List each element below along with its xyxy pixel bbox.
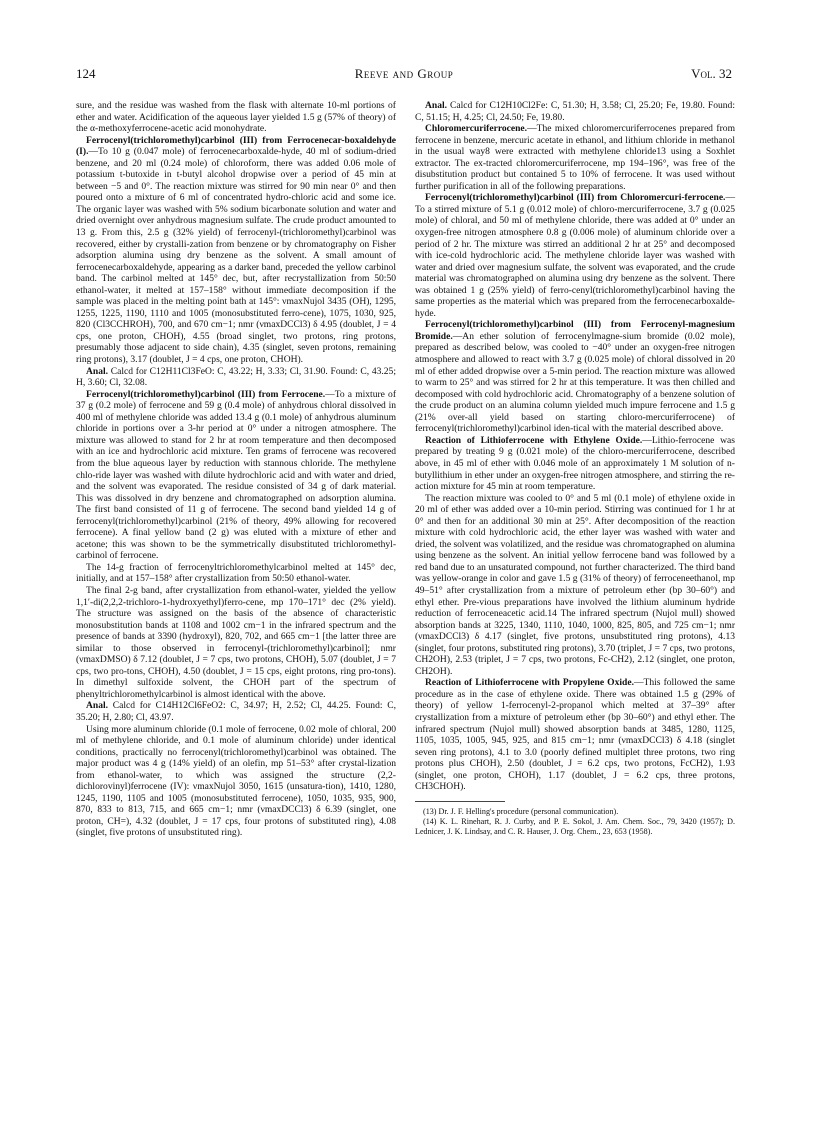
paragraph-text: —This followed the same procedure as in the case of ethylene oxide. There was obtained 1.5 g (29% of theory) of yellow 1-ferrocenyl-2-propanol which melted at 37–39° after crystallization from a mixture of petroleum ether (bp 30–60°) and ethyl ether. The infrared spectrum (Nujol mull) showed absorption bands at 3485, 1280, 1125, 1105, 1035, 1005, 945, 925, and 815 cm−1; nmr (νmaxDCCl3) δ 4.18 (singlet seven ring protons), 4.1 to 3.0 (poorly defined multiplet three protons, two ring protons plus CHOH), 2.50 (doublet, J = 6.2 cps, two protons, FcCH2), 1.93 (singlet, one proton, CHOH), 1.17 (doublet, J = 6.2 cps, three protons, CH3CHOH). bbox=[415, 677, 735, 793]
paragraph-heading: Ferrocenyl(trichloromethyl)carbinol (III) from Ferrocenecar-boxaldehyde (I). bbox=[76, 134, 396, 158]
right-column-wrapper bbox=[415, 100, 735, 837]
running-title: Reeve and Group bbox=[354, 66, 454, 81]
footnote: (14) K. L. Rinehart, R. J. Curby, and P. E. Sokol, J. Am. Chem. Soc., 79, 3420 (1957); D. Lednicer, J. K. Lindsay, and C. R. Hauser, J. Org. Chem., 23, 653 (1958). bbox=[415, 816, 735, 836]
paragraph-text: The final 2-g band, after crystallization from ethanol-water, yielded the yellow 1,1′-di(2,2,2-trichloro-1-hydroxyethyl)ferro-cene, mp 170–171° dec (2% yield). The structure was assigned on the basis of the absence of characteristic monosubstitution bands at 1108 and 1002 cm−1 in the infrared spectrum and the presence of bands at 3390 (hydroxyl), 820, 702, and 665 cm−1 [the latter three are similar to those observed in ferrocenyl-(trichloromethyl)carbinol]; nmr (νmaxDMSO) δ 7.12 (doublet, J = 7 cps, two protons, CHOH), 5.07 (doublet, J = 7 cps, two pro-tons, CHOH), 4.50 (doublet, J = 15 cps, eight protons, ring pro-tons). In dimethyl sulfoxide solvent, the CHOH part of the spectrum of phenyltrichloromethylcarbinol is almost identical with the above. bbox=[76, 584, 396, 700]
footnotes bbox=[415, 807, 735, 837]
paragraph-heading: Ferrocenyl(trichloromethyl)carbinol (III) from Ferrocene. bbox=[86, 388, 326, 400]
paragraph bbox=[76, 724, 396, 839]
paragraph-text: —To 10 g (0.047 mole) of ferrocenecarboxalde-hyde, 40 ml of sodium-dried benzene, and 20 ml (0.24 mole) of chloroform, there was added 0.06 mole of potassium t-butoxide in t-butyl alcohol dropwise over a period of 45 min at between −5 and 0°. The reaction mixture was stirred for 90 min near 0° and then poured onto a mixture of 6 ml of concentrated hydro-chloric acid and some ice. The organic layer was washed with 5% sodium bicarbonate solution and water and dried overnight over anhydrous magnesium sulfate. The crude product amounted to 13 g. From this, 2.5 g (32% yield) of ferrocenyl-(trichloromethyl)carbinol was recovered, either by crystalli-zation from benzene or by chromatography on Fisher adsorption alumina using dry benzene as the solvent. A small amount of ferrocenecarboxaldehyde, appearing as a darker band, preceded the yellow carbinol band. The carbinol melted at 145° dec, but, after recrystallization from 50:50 ethanol-water, it melted at 157–158° without immediate decomposition if the sample was placed in the melting point bath at 145°: νmaxNujol 3435 (OH), 1295, 1255, 1225, 1190, 1110 and 1005 (monosubstituted ferro-cene), 1075, 1030, 925, 820 (Cl3CCHROH), 700, and 670 cm−1; nmr (νmaxDCCl3) δ 4.95 (doublet, J = 4 cps, one proton, CHOH), 4.55 (broad singlet, two protons, ring protons, presumably those adjacent to side chain), 4.35 (singlet, seven protons, remaining ring protons), 3.17 (doublet, J = 4 cps, one proton, CHOH). bbox=[76, 146, 396, 366]
paragraph-text: Calcd for C12H11Cl3FeO: C, 43.22; H, 3.33; Cl, 31.90. Found: C, 43.25; H, 3.60; Cl, 32.08. bbox=[76, 365, 396, 389]
paragraph bbox=[415, 435, 735, 493]
paragraph-text: Using more aluminum chloride (0.1 mole of ferrocene, 0.02 mole of chloral, 200 ml of methylene chloride, and 0.1 mole of aluminum chloride) under identical conditions, practically no ferrocenyl(trichloromethyl)carbinol was obtained. The major product was 4 g (14% yield) of an olefin, mp 51–53° after crystal-lization from ethanol-water, to which was assigned the structure (2,2-dichlorovinyl)ferrocene (IV): νmaxNujol 3050, 1615 (unsatura-tion), 1410, 1280, 1245, 1190, 1105 and 1005 (monosubstituted ferrocene), 1050, 1035, 935, 900, 870, 833 to 813, 715, and 665 cm−1; nmr (νmaxDCCl3) δ 6.39 (singlet, one proton, CH=), 4.32 (doublet, J = 17 cps, four protons of substituted ring), 4.08 (singlet, five protons of unsubstituted ring). bbox=[76, 723, 396, 839]
paragraph bbox=[76, 562, 396, 585]
left-column bbox=[76, 100, 396, 839]
paragraph-heading: Reaction of Lithioferrocene with Ethylene Oxide. bbox=[425, 434, 643, 446]
right-column bbox=[415, 100, 735, 793]
paragraph-text: —Lithio-ferrocene was prepared by treating 9 g (0.021 mole) of the chloro-mercuriferrocene, described above, in 45 ml of ether with 0.046 mole of an approximately 1 M solution of n-butyllithium in ether under an oxygen-free nitrogen atmosphere, and stirring the re-action mixture for 45 min at room temperature. bbox=[415, 434, 735, 493]
paragraph-heading: Anal. bbox=[86, 700, 109, 712]
paragraph bbox=[415, 319, 735, 434]
paragraph-heading: Anal. bbox=[86, 365, 109, 377]
paragraph bbox=[76, 366, 396, 389]
paragraph-text: —The mixed chloromercuriferrocenes prepared from ferrocene in benzene, mercuric acetate in ethanol, and lithium chloride in methanol in the usual way8 were extracted with methylene chloride13 using a Soxhlet extractor. The ex-tracted chloromercuriferrocene, mp 194–196°, was free of the disubstitution product but contained 5 to 10% of ferrocene. It was used without further purification in all of the following preparations. bbox=[415, 123, 735, 192]
paragraph-text: —To a stirred mixture of 5.1 g (0.012 mole) of chloro-mercuriferrocene, 3.7 g (0.025 mole) of chloral, and 50 ml of methylene chloride, there was added at 0° under an oxygen-free nitrogen atmosphere 0.8 g (0.006 mole) of aluminum chloride over a period of 2 hr. The mixture was stirred an additional 2 hr at 25° and decomposed with ice-cold hydrochloric acid. The methylene chloride layer was washed with water and dried over magnesium sulfate, the solvent was evaporated, and the crude material was chromatographed on alumina using dry benzene as the solvent. There was obtained 1 g (25% yield) of ferro-cenyl(trichloromethyl)carbinol having the same properties as the material which was prepared from the ferrocenecarboxalde-hyde. bbox=[415, 192, 735, 319]
paragraph-text: —An ether solution of ferrocenylmagne-sium bromide (0.02 mole), prepared as described below, was cooled to −40° under an oxygen-free nitrogen atmosphere and allowed to react with 3.7 g (0.025 mole) of chloral dissolved in 20 ml of ether added dropwise over a 5-min period. The reaction mixture was allowed to warm to 25° and was stirred for 2 hr at this temperature. It was then chilled and decomposed with cold hydrochloric acid. Chromatography of a benzene solution of the crude product on an alumina column yielded much impure ferrocene and 1.5 g (21% over-all yield based on starting chloro-mercuriferrocene) of ferrocenyl(trichloromethyl)carbinol iden-tical with the material described above. bbox=[415, 330, 735, 435]
paragraph bbox=[76, 700, 396, 723]
paragraph-text: The reaction mixture was cooled to 0° and 5 ml (0.1 mole) of ethylene oxide in 20 ml of ether was added over a 10-min period. Stirring was continued for 1 hr at 0° and then for an additional 30 min at 25°. After decomposition of the reaction mixture with cold hydrochloric acid, the ether layer was washed with water and dried, the solvent was volatilized, and the residue was chromatographed on alumina using benzene as the solvent. An initial yellow ferrocene band was followed by a red band due to an unsaturated compound, not further characterized. The third band was yellow-orange in color and gave 1.5 g (31% of theory) of ferroceneethanol, mp 49–51° after crystallization from a mixture of petroleum ether (bp 30–60°) and ethyl ether. Pre-vious preparations have involved the lithium aluminum hydride reduction of ferroceneacetic acid.14 The infrared spectrum (Nujol mull) showed absorption bands at 3225, 1340, 1110, 1040, 1000, 825, 805, and 725 cm−1; nmr (νmaxDCCl3) δ 4.17 (singlet, five protons, unsubstituted ring protons), 4.13 (singlet, four protons, substituted ring protons), 3.70 (triplet, J = 7 cps, two protons, CH2OH), 2.53 (triplet, J = 7 cps, two protons, Fc-CH2), 2.12 (singlet, one proton, CH2OH). bbox=[415, 492, 735, 677]
paragraph-text: —To a mixture of 37 g (0.2 mole) of ferrocene and 59 g (0.4 mole) of anhydrous chloral dissolved in 400 ml of methylene chloride was added 13.4 g (0.1 mole) of anhydrous aluminum chloride in portions over a 3-hr period at 0° under a nitrogen atmosphere. The mixture was allowed to stand for 2 hr at room temperature and then decomposed with an ice and hydrochloric acid mixture. Ten grams of ferrocene was recovered from the blue aqueous layer by reduction with stannous chloride. The methylene chlo-ride layer was washed with dilute hydrochloric acid and with water and dried, and the solvent was evaporated. The residue consisted of 34 g of dark material. This was dissolved in dry benzene and chromatographed on adsorption alumina. The first band consisted of 11 g of ferrocene. The second band yielded 14 g of ferrocenyl(trichloromethyl)carbinol (21% of theory, 49% allowing for recovered ferrocene). A final yellow band (2 g) was eluted with a mixture of ether and acetone; this was shown to be the symmetrically disubstituted trichloromethyl-carbinol of ferrocene. bbox=[76, 388, 396, 562]
paragraph-text: Calcd for C12H10Cl2Fe: C, 51.30; H, 3.58; Cl, 25.20; Fe, 19.80. Found: C, 51.15; H, 4.25; Cl, 24.50; Fe, 19.80. bbox=[415, 100, 735, 123]
paragraph-heading: Ferrocenyl(trichloromethyl)carbinol (III) from Ferrocenyl-magnesium Bromide. bbox=[415, 319, 735, 342]
paragraph-heading: Chloromercuriferrocene. bbox=[425, 123, 528, 135]
paragraph bbox=[76, 585, 396, 700]
paragraph bbox=[415, 123, 735, 192]
paragraph-text: The 14-g fraction of ferrocenyltrichloromethylcarbinol melted at 145° dec, initially, and at 157–158° after crystallization from 50:50 ethanol-water. bbox=[76, 561, 396, 585]
paragraph bbox=[415, 493, 735, 678]
volume-label: Vol. 32 bbox=[691, 66, 732, 81]
footnote: (13) Dr. J. F. Helling's procedure (personal communication). bbox=[423, 806, 619, 816]
paragraph-heading: Ferrocenyl(trichloromethyl)carbinol (III) from Chloromercuri-ferrocene. bbox=[425, 192, 726, 204]
paragraph bbox=[76, 135, 396, 366]
paragraph-text: sure, and the residue was washed from the flask with alternate 10-ml portions of ether and water. Acidification of the aqueous layer yielded 1.5 g (57% of theory) of the α-methoxyferrocene-acetic acid monohydrate. bbox=[76, 100, 396, 135]
paragraph-heading: Reaction of Lithioferrocene with Propylene Oxide. bbox=[425, 677, 634, 689]
paragraph-text: Calcd for C14H12Cl6FeO2: C, 34.97; H, 2.52; Cl, 44.25. Found: C, 35.20; H, 2.80; Cl, 43.97. bbox=[76, 700, 396, 723]
paragraph bbox=[76, 100, 396, 135]
paragraph bbox=[415, 677, 735, 792]
page-number: 124 bbox=[76, 66, 96, 81]
paragraph bbox=[415, 100, 735, 123]
paragraph bbox=[76, 389, 396, 562]
paragraph-heading: Anal. bbox=[425, 100, 448, 111]
paragraph bbox=[415, 192, 735, 319]
footnote-rule bbox=[415, 801, 505, 802]
page-header bbox=[76, 66, 732, 84]
